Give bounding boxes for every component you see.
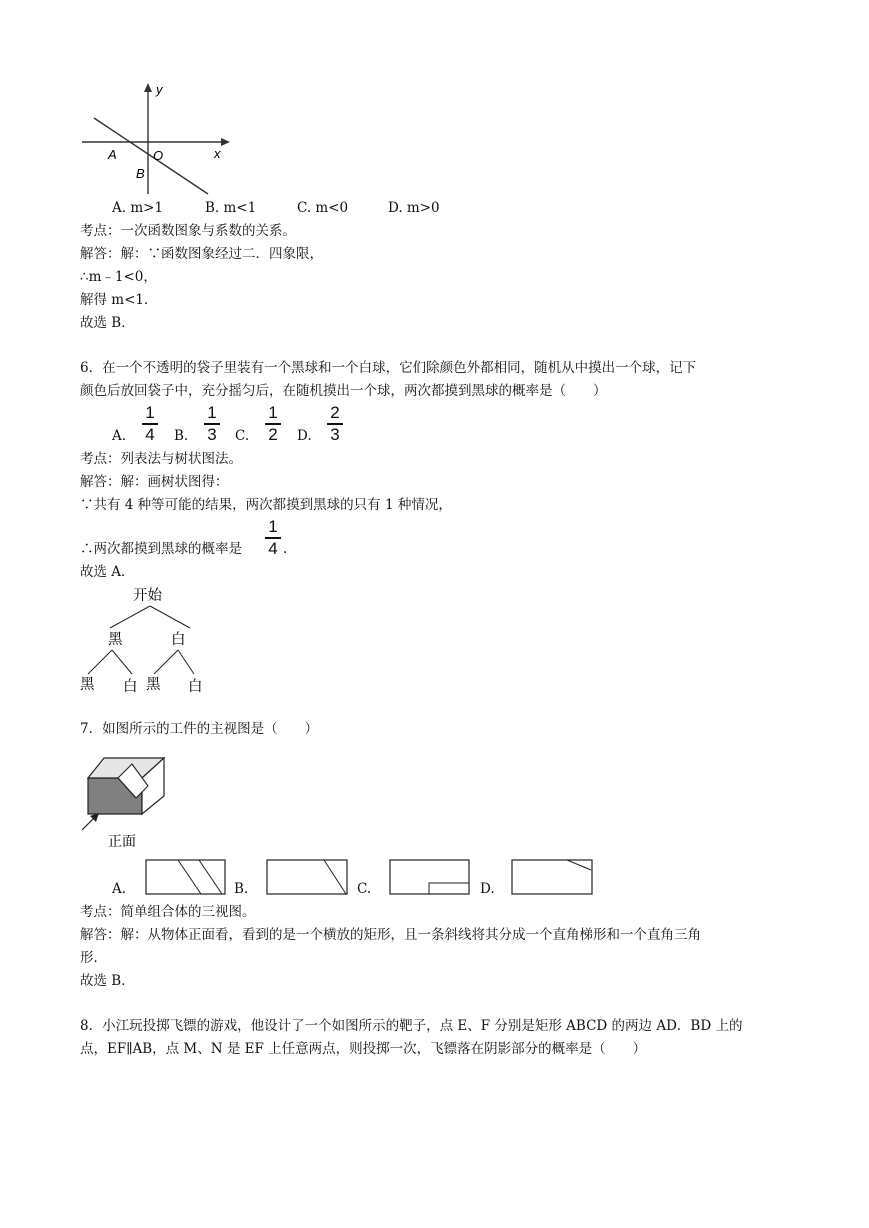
q5-coordinate-graph bbox=[78, 78, 238, 200]
q7-option-d: D. bbox=[480, 881, 495, 897]
numerator: 1 bbox=[268, 403, 278, 422]
q5-option-c: C. m<0 bbox=[297, 200, 349, 216]
q6-stem-line-2: 颜色后放回袋子中，充分摇匀后，在随机摸出一个球，两次都摸到黑球的概率是（ ） bbox=[80, 383, 607, 399]
q6-step-1: ∵共有 4 种等可能的结果，两次都摸到黑球的只有 1 种情况， bbox=[80, 497, 452, 513]
q7-workpiece-figure bbox=[80, 752, 170, 852]
q6-fraction-c bbox=[264, 404, 282, 444]
q6-jieda: 解答：解：画树状图得： bbox=[80, 474, 229, 490]
y-axis-label: y bbox=[156, 82, 163, 97]
q6-fraction-d bbox=[326, 404, 344, 444]
denominator: 3 bbox=[207, 424, 217, 444]
q6-period: . bbox=[283, 541, 288, 557]
numerator: 2 bbox=[330, 403, 340, 422]
q6-stem-line-1: 6．在一个不透明的袋子里装有一个黑球和一个白球，它们除颜色外都相同，随机从中摸出一个球，记下 bbox=[80, 360, 697, 376]
denominator: 2 bbox=[268, 424, 278, 444]
q5-step-2: 解得 m<1． bbox=[80, 292, 158, 308]
q6-answer-fraction bbox=[264, 518, 282, 558]
q5-step-1: ∴m﹣1<0， bbox=[80, 269, 157, 285]
tree-l2-node: 黑 bbox=[146, 677, 161, 693]
tree-l2-node: 白 bbox=[123, 679, 138, 695]
denominator: 4 bbox=[268, 538, 278, 558]
q6-fraction-a bbox=[141, 404, 159, 444]
q7-option-c: C. bbox=[357, 881, 372, 897]
q5-kaodian: 考点：一次函数图象与系数的关系。 bbox=[80, 223, 296, 239]
q7-answer: 故选 B． bbox=[80, 973, 135, 989]
denominator: 4 bbox=[145, 424, 155, 444]
point-b-label: B bbox=[136, 166, 145, 181]
numerator: 1 bbox=[145, 403, 155, 422]
q7-option-b-figure bbox=[266, 859, 349, 896]
q7-option-c-figure bbox=[389, 859, 471, 896]
q6-option-c: C. bbox=[235, 428, 250, 444]
q7-jieda-cont: 形． bbox=[80, 950, 107, 966]
q6-tree-diagram bbox=[78, 584, 218, 696]
front-view-label: 正面 bbox=[108, 833, 136, 849]
q6-option-b: B. bbox=[174, 428, 189, 444]
q7-option-b: B. bbox=[234, 881, 249, 897]
q7-kaodian: 考点：简单组合体的三视图。 bbox=[80, 904, 256, 920]
x-axis-label: x bbox=[214, 146, 221, 161]
q5-jieda: 解答：解：∵函数图象经过二．四象限， bbox=[80, 246, 323, 262]
q6-kaodian: 考点：列表法与树状图法。 bbox=[80, 451, 242, 467]
tree-l1-left: 黑 bbox=[108, 632, 123, 648]
q5-option-b: B. m<1 bbox=[205, 200, 257, 216]
q6-option-a: A. bbox=[112, 428, 127, 444]
q5-option-a: A. m>1 bbox=[112, 200, 164, 216]
numerator: 1 bbox=[268, 517, 278, 536]
point-a-label: A bbox=[108, 147, 117, 162]
q7-option-d-figure bbox=[511, 859, 594, 896]
origin-label: O bbox=[153, 148, 164, 163]
denominator: 3 bbox=[330, 424, 340, 444]
q6-answer: 故选 A． bbox=[80, 564, 135, 580]
tree-l2-node: 白 bbox=[188, 679, 203, 695]
q7-option-a: A. bbox=[112, 881, 127, 897]
q6-option-d: D. bbox=[297, 428, 312, 444]
q5-answer: 故选 B． bbox=[80, 315, 135, 331]
tree-root: 开始 bbox=[133, 588, 162, 604]
q7-stem: 7．如图所示的工件的主视图是（ ） bbox=[80, 721, 319, 737]
q6-step-2: ∴两次都摸到黑球的概率是 bbox=[80, 541, 242, 557]
q5-option-d: D. m>0 bbox=[388, 200, 440, 216]
q8-stem-line-1: 8．小江玩投掷飞镖的游戏，他设计了一个如图所示的靶子，点 E、F 分别是矩形 ABCD 的两边 AD．BD 上的 bbox=[80, 1018, 743, 1034]
q6-fraction-b bbox=[203, 404, 221, 444]
q8-stem-line-2: 点，EF∥AB，点 M、N 是 EF 上任意两点，则投掷一次，飞镖落在阴影部分的概率是（ ） bbox=[80, 1041, 647, 1057]
q7-option-a-figure bbox=[145, 859, 227, 896]
tree-l2-node: 黑 bbox=[80, 677, 95, 693]
q7-jieda: 解答：解：从物体正面看，看到的是一个横放的矩形，且一条斜线将其分成一个直角梯形和一个直角三角 bbox=[80, 927, 701, 943]
tree-l1-right: 白 bbox=[171, 632, 186, 648]
numerator: 1 bbox=[207, 403, 217, 422]
